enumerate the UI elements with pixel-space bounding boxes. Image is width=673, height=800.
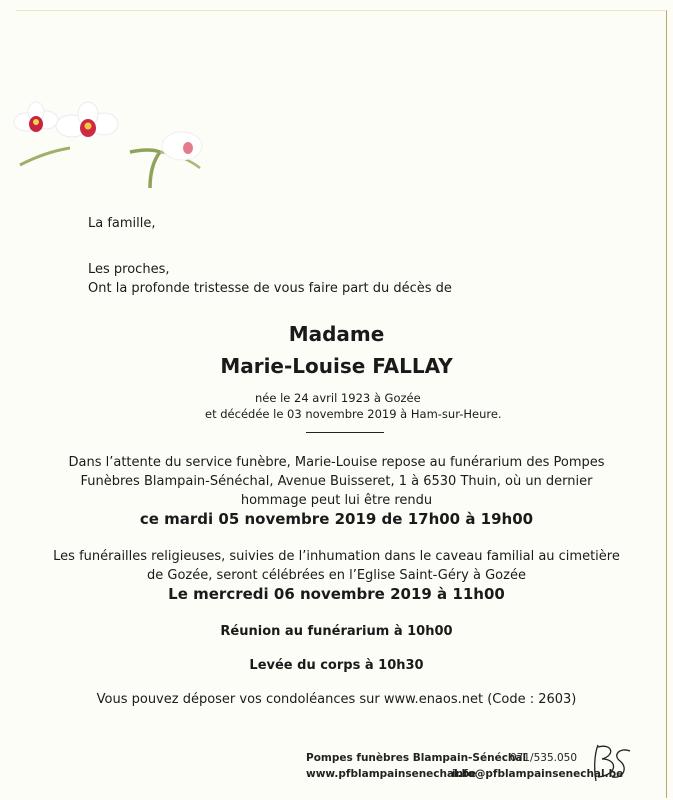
footer-company: Pompes funèbres Blampain-Sénéchal bbox=[306, 752, 527, 764]
funeral-text-line-1: Les funérailles religieuses, suivies de l’inhumation dans le caveau familial au cimetière bbox=[53, 549, 620, 564]
footer-email[interactable]: info@pfblampainsenechal.be bbox=[452, 768, 624, 780]
wake-text-line-1: Dans l’attente du service funèbre, Marie-Louise repose au funérarium des Pompes bbox=[68, 455, 605, 470]
wake-text-line-3: hommage peut lui être rendu bbox=[240, 493, 433, 508]
separator-line bbox=[306, 432, 384, 433]
ceremony-time: Le mercredi 06 novembre 2019 à 11h00 bbox=[168, 585, 505, 603]
departure-time: Levée du corps à 10h30 bbox=[249, 658, 424, 673]
death-info: et décédée le 03 novembre 2019 à Ham-sur-Heure. bbox=[205, 407, 502, 421]
condolences-info: Vous pouvez déposer vos condoléances sur www.enaos.net (Code : 2603) bbox=[96, 692, 577, 707]
wake-text-line-2: Funèbres Blampain-Sénéchal, Avenue Buisseret, 1 à 6530 Thuin, où un dernier bbox=[80, 474, 593, 489]
orchid-icon bbox=[0, 90, 240, 210]
deceased-name: Marie-Louise FALLAY bbox=[220, 354, 453, 378]
salutation-relatives: Les proches, bbox=[88, 262, 170, 277]
title-madame: Madame bbox=[288, 322, 385, 346]
funeral-text-line-2: de Gozée, seront célébrées en l’Eglise Saint-Géry à Gozée bbox=[147, 568, 526, 583]
footer-website[interactable]: www.pfblampainsenechal.be bbox=[306, 768, 477, 780]
birth-info: née le 24 avril 1923 à Gozée bbox=[255, 391, 421, 405]
footer-phone: 071/535.050 bbox=[510, 752, 577, 764]
bs-monogram-icon bbox=[586, 741, 636, 785]
salutation-family: La famille, bbox=[88, 216, 156, 231]
announcement-intro: Ont la profonde tristesse de vous faire part du décès de bbox=[88, 281, 452, 296]
meeting-time: Réunion au funérarium à 10h00 bbox=[220, 624, 453, 639]
visitation-time: ce mardi 05 novembre 2019 de 17h00 à 19h00 bbox=[139, 510, 534, 528]
